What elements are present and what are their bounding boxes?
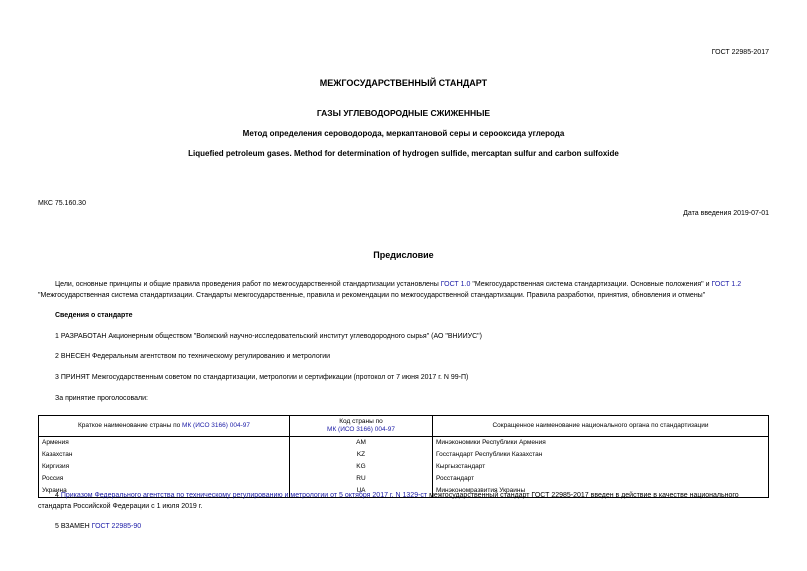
item-replaces: 5 ВЗАМЕН ГОСТ 22985-90 [55,523,142,530]
table-row [39,449,769,461]
country-cell: Казахстан [39,449,290,461]
table-row [39,437,769,450]
code-cell: AM [290,437,433,450]
code-cell: UA [290,485,433,498]
country-cell: Россия [39,473,290,485]
table-row [39,473,769,485]
item-submitted: 2 ВНЕСЕН Федеральным агентством по техническому регулированию и метрологии [55,353,331,360]
mk-iso-3166-link[interactable]: МК (ИСО 3166) 004-97 [182,422,250,429]
mk-iso-3166-link[interactable]: МК (ИСО 3166) 004-97 [327,426,395,433]
body-cell: Госстандарт Республики Казахстан [433,449,769,461]
code-cell: RU [290,473,433,485]
body-cell: Росстандарт [433,473,769,485]
mks-code: МКС 75.160.30 [38,200,86,207]
item-adopted: 3 ПРИНЯТ Межгосударственным советом по стандартизации, метрологии и сертификации (протокол от 7 июня 2017 г. N 99-П) [55,374,469,381]
paragraph-text: "Межгосударственная система стандартизации. Стандарты межгосударственные, правила и рекомендации по межгосударственной стандартизации. Правила разработки, принятия, обновления и отмены" [38,292,706,299]
body-cell: Минэкономразвития Украины [433,485,769,498]
country-cell: Армения [39,437,290,450]
document-number: ГОСТ 22985-2017 [711,49,769,56]
title-ru: ГАЗЫ УГЛЕВОДОРОДНЫЕ СЖИЖЕННЫЕ [316,108,491,118]
gost-1-0-link[interactable]: ГОСТ 1.0 [440,281,471,288]
voting-table [38,415,769,498]
code-cell: KG [290,461,433,473]
header-code: Код страны по МК (ИСО 3166) 004-97 [290,416,433,437]
table-header-row [39,416,769,437]
body-cell: Кыргызстандарт [433,461,769,473]
item-developed: 1 РАЗРАБОТАН Акционерным обществом "Волжский научно-исследовательский институт углеводородного сырья" (АО "ВНИИУС") [55,333,482,340]
paragraph-text: Цели, основные принципы и общие правила проведения работ по межгосударственной стандартизации установлены [55,281,441,288]
foreword-heading: Предисловие [373,250,434,260]
gost-22985-90-link[interactable]: ГОСТ 22985-90 [91,523,142,530]
gost-1-2-link[interactable]: ГОСТ 1.2 [711,281,742,288]
standard-type-heading: МЕЖГОСУДАРСТВЕННЫЙ СТАНДАРТ [319,78,488,88]
subtitle-ru: Метод определения сероводорода, меркаптановой серы и серооксида углерода [242,129,565,138]
country-cell: Украина [39,485,290,498]
table-row [39,461,769,473]
code-cell: KZ [290,449,433,461]
rosstandart-order-link[interactable]: Приказом Федерального агентства по техническому регулированию и метрологии от 5 октября 2017 г. N 1329-ст [60,492,428,499]
standard-info-heading: Сведения о стандарте [55,312,133,319]
header-national-body: Сокращенное наименование национального органа по стандартизации [433,416,769,437]
header-country: Краткое наименование страны по МК (ИСО 3166) 004-97 [39,416,290,437]
paragraph-text: "Межгосударственная система стандартизации. Основные положения" и [470,281,712,288]
body-cell: Минэкономики Республики Армения [433,437,769,450]
country-cell: Киргизия [39,461,290,473]
item-enacted: 4 Приказом Федерального агентства по техническому регулированию и метрологии от 5 октября 2017 г. N 1329-ст межгосударственный стандарт ГОСТ 22985-2017 введен в действие в качестве национального стандарта Российской Федерации с 1 июля 2019 г. [38,492,739,510]
foreword-paragraph [38,280,773,300]
title-en: Liquefied petroleum gases. Method for determination of hydrogen sulfide, mercaptan sulfur and carbon sulfoxide [188,149,619,158]
voted-label: За принятие проголосовали: [55,395,148,402]
introduction-date: Дата введения 2019-07-01 [683,210,769,217]
